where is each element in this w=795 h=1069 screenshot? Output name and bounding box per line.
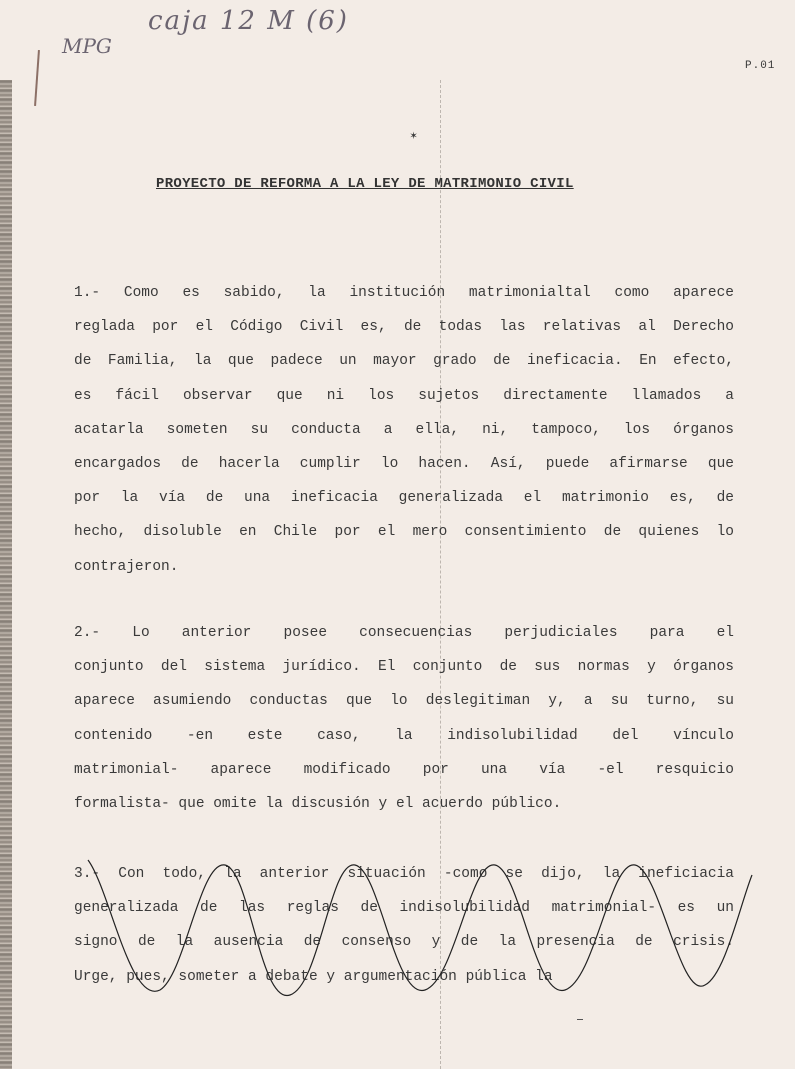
text-line: reglada por el Código Civil es, de todas las relativas al Derecho (74, 319, 734, 336)
text-line: generalizada de las reglas de indisolubilidad matrimonial- es un (74, 900, 734, 917)
text-line: formalista- que omite la discusión y el acuerdo público. (74, 796, 562, 813)
text-line: es fácil observar que ni los sujetos directamente llamados a (74, 387, 734, 404)
handwritten-box-label: caja 12 M (6) (148, 6, 349, 36)
handwritten-initials: MPG (62, 34, 112, 58)
text-line: encargados de hacerla cumplir lo hacen. Así, puede afirmarse que (74, 456, 734, 473)
wave-stroke (88, 860, 752, 996)
text-line: matrimonial- aparece modificado por una vía -el resquicio (74, 761, 734, 778)
text-line: 1.- Como es sabido, la institución matrimonialtal como aparece (74, 285, 734, 301)
page-title: PROYECTO DE REFORMA A LA LEY DE MATRIMONIO CIVIL (156, 176, 574, 192)
text-line: Urge, pues, someter a debate y argumentación pública la (74, 968, 553, 985)
text-line: hecho, disoluble en Chile por el mero consentimiento de quienes lo (74, 524, 734, 541)
text-line: por la vía de una ineficacia generalizada el matrimonio es, de (74, 490, 734, 507)
text-line: contrajeron. (74, 558, 179, 575)
page-number: P.01 (745, 60, 776, 72)
text-line: aparece asumiendo conductas que lo deslegitiman y, a su turno, su (74, 693, 734, 710)
ink-mark: ✶ (410, 129, 418, 143)
text-line: acatarla someten su conducta a ella, ni, tampoco, los órganos (74, 421, 734, 438)
text-line: contenido -en este caso, la indisolubilidad del vínculo (74, 727, 734, 744)
ink-dash (577, 1019, 583, 1020)
text-line: 3.- Con todo, la anterior situación -como se dijo, la ineficiacia (74, 866, 734, 882)
text-line: conjunto del sistema jurídico. El conjunto de sus normas y órganos (74, 659, 734, 676)
text-line: 2.- Lo anterior posee consecuencias perjudiciales para el (74, 625, 734, 641)
text-line: de Familia, la que padece un mayor grado de ineficacia. En efecto, (74, 353, 734, 370)
text-line: signo de la ausencia de consenso y de la presencia de crisis. (74, 934, 734, 951)
